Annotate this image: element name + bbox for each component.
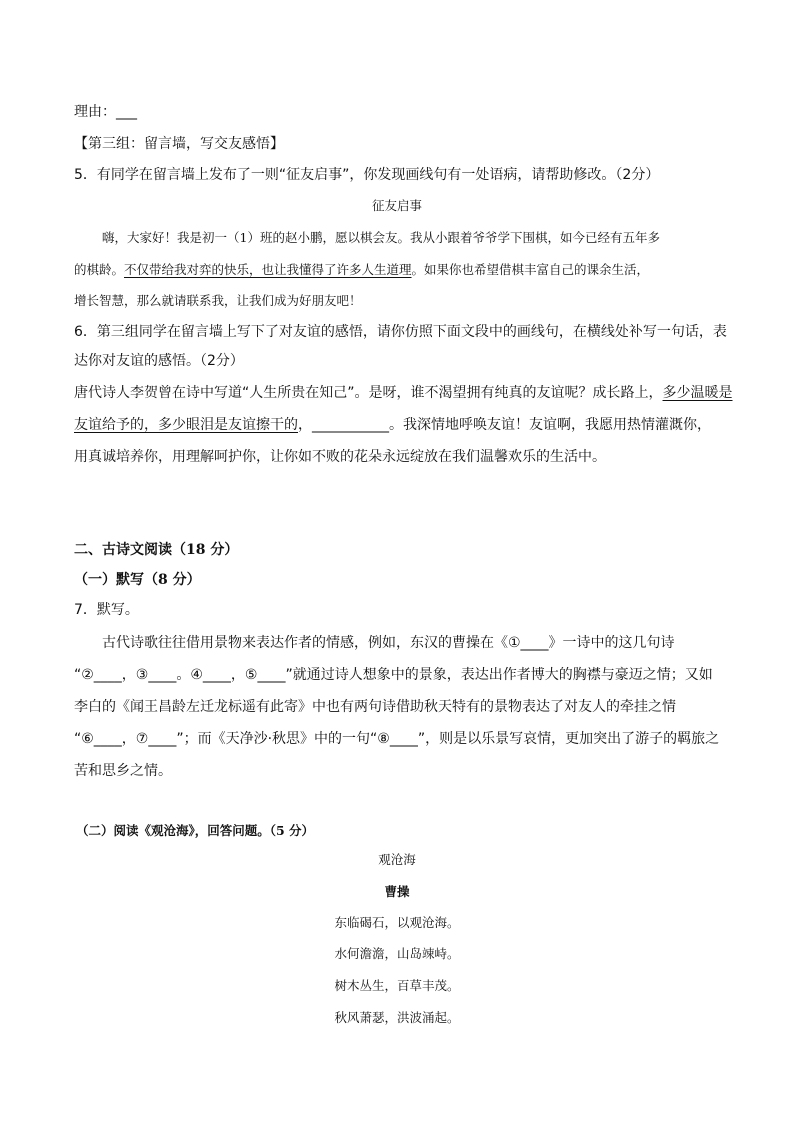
q6-para-pre: 唐代诗人李贺曾在诗中写道“人生所贵在知己”。是呀，谁不渴望拥有纯真的友谊呢？成长路上， bbox=[74, 385, 663, 401]
notice-line-2-post: 。如果你也希望借棋丰富自己的课余生活， bbox=[411, 262, 650, 277]
notice-underlined-sentence: 不仅带给我对弈的快乐，也让我懂得了许多人生道理 bbox=[124, 262, 412, 277]
reason-blank: ___ bbox=[116, 104, 137, 120]
poem-author: 曹操 bbox=[384, 884, 410, 899]
q6-answer-blank: ___________ bbox=[312, 417, 389, 433]
section-2-sub-2: （二）阅读《观沧海》，回答问题。（5 分） bbox=[76, 823, 315, 838]
question-6-line-2: 达你对友谊的感悟。（2分） bbox=[74, 353, 244, 369]
question-5: 5．有同学在留言墙上发布了一则“征友启事”，你发现画线句有一处语病，请帮助修改。（2分） bbox=[74, 167, 660, 183]
section-2-heading: 二、古诗文阅读（18 分） bbox=[74, 542, 239, 558]
q6-paragraph-line-2 bbox=[74, 415, 711, 435]
poem-line: 东临碣石，以观沧海。 bbox=[334, 915, 460, 930]
group3-heading: 【第三组：留言墙，写交友感悟】 bbox=[74, 136, 284, 152]
q6-para-mid: ， bbox=[298, 417, 312, 433]
q6-paragraph-line-3: 用真诚培养你，用理解呵护你，让你如不败的花朵永远绽放在我们温馨欢乐的生活中。 bbox=[74, 449, 606, 465]
notice-line-3: 增长智慧，那么就请联系我，让我们成为好朋友吧！ bbox=[74, 293, 362, 308]
q7-paragraph-line-2: “②____，③____。④____，⑤____”就通过诗人想象中的景象，表达出作者博大的胸襟与豪迈之情；又如 bbox=[74, 667, 713, 683]
notice-line-1: 嗨，大家好！我是初一（1）班的赵小鹏，愿以棋会友。我从小跟着爷爷学下围棋，如今已经有五年多 bbox=[102, 230, 660, 245]
question-7: 7．默写。 bbox=[74, 602, 139, 618]
q6-underlined-end: 友谊给予的，多少眼泪是友谊擦干的 bbox=[74, 417, 298, 433]
q6-para-post: 。我深情地呼唤友谊！友谊啊，我愿用热情灌溉你， bbox=[389, 417, 711, 433]
q7-paragraph-line-1: 古代诗歌往往借用景物来表达作者的情感，例如，东汉的曹操在《①____》一诗中的这几句诗 bbox=[102, 635, 675, 651]
q7-paragraph-line-3: 李白的《闻王昌龄左迁龙标遥有此寄》中也有两句诗借助秋天特有的景物表达了对友人的牵挂之情 bbox=[74, 699, 676, 715]
notice-line-2 bbox=[74, 260, 649, 280]
reason-label: 理由： bbox=[74, 104, 116, 120]
section-2-sub-1: （一）默写（8 分） bbox=[74, 572, 201, 588]
poem-title: 观沧海 bbox=[378, 852, 416, 867]
q6-underlined-start: 多少温暖是 bbox=[662, 385, 733, 401]
q7-paragraph-line-5: 苦和思乡之情。 bbox=[74, 763, 172, 779]
notice-title: 征友启事 bbox=[371, 198, 422, 213]
poem-line: 水何澹澹，山岛竦峙。 bbox=[334, 946, 460, 961]
reason-line bbox=[74, 102, 137, 122]
poem-line: 树木丛生，百草丰茂。 bbox=[334, 978, 460, 993]
notice-line-2-pre: 的棋龄。 bbox=[74, 262, 125, 277]
q6-paragraph-line-1 bbox=[74, 383, 733, 403]
q7-paragraph-line-4: “⑥____，⑦____”；而《天净沙·秋思》中的一句“⑧____”，则是以乐景写哀情，更加突出了游子的羁旅之 bbox=[74, 731, 720, 747]
question-6-line-1: 6．第三组同学在留言墙上写下了对友谊的感悟，请你仿照下面文段中的画线句，在横线处补写一句话，表 bbox=[74, 324, 727, 340]
poem-line: 秋风萧瑟，洪波涌起。 bbox=[334, 1010, 460, 1025]
